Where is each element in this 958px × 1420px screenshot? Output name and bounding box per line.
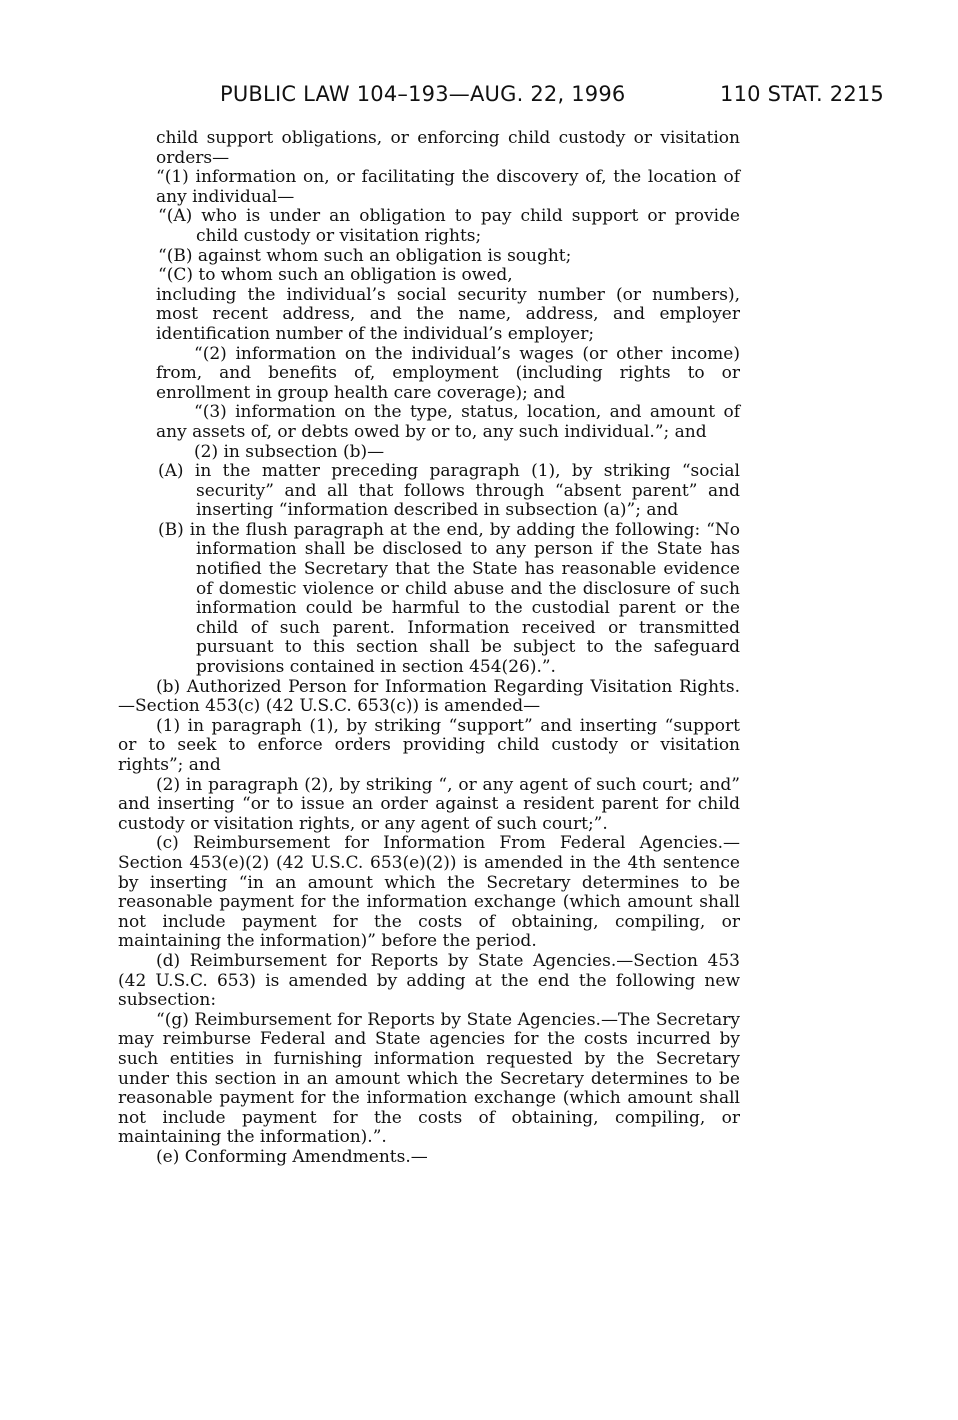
paragraph: “(2) information on the individual’s wages (or other income) from, and benefits of, employment (including rights to or enrollment in group health care coverage); and bbox=[156, 343, 740, 403]
paragraph: “(1) information on, or facilitating the discovery of, the location of any individual— bbox=[156, 167, 740, 207]
paragraph: “(A) who is under an obligation to pay child support or provide child custody or visitation rights; bbox=[158, 206, 740, 246]
paragraph: including the individual’s social security number (or numbers), most recent address, and the name, address, and employer identification number of the individual’s employer; bbox=[156, 284, 740, 344]
paragraph: (1) in paragraph (1), by striking “support” and inserting “support or to seek to enforce orders providing child custody or visitation rights”; and bbox=[118, 715, 740, 775]
paragraph: (c) Reimbursement for Information From Federal Agencies.—Section 453(e)(2) (42 U.S.C. 653(e)(2)) is amended in the 4th sentence by inserting “in an amount which the Secretary determines to be reasonable payment for the information exchange (which amount shall not include payment for the costs of obtaining, compiling, or maintaining the information)” before the period. bbox=[118, 833, 740, 952]
paragraph: (A) in the matter preceding paragraph (1), by striking “social security” and all that follows through “absent parent” and inserting “information described in subsection (a)”; and bbox=[158, 461, 740, 521]
page-header bbox=[220, 82, 884, 112]
paragraph: (b) Authorized Person for Information Regarding Visitation Rights.—Section 453(c) (42 U.S.C. 653(c)) is amended— bbox=[118, 676, 740, 717]
header-page-number: 110 STAT. 2215 bbox=[720, 82, 884, 106]
paragraph: (2) in subsection (b)— bbox=[194, 441, 385, 462]
paragraph: “(C) to whom such an obligation is owed, bbox=[158, 265, 513, 286]
paragraph: (2) in paragraph (2), by striking “, or any agent of such court; and” and inserting “or to issue an order against a resident parent for child custody or visitation rights, or any agent of such court;”. bbox=[118, 774, 740, 834]
paragraph: “(g) Reimbursement for Reports by State Agencies.—The Secretary may reimburse Federal and State agencies for the costs incurred by such entities in furnishing information requested by the Secretary under this section in an amount which the Secretary determines to be reasonable payment for the information exchange (which amount shall not include payment for the costs of obtaining, compiling, or maintaining the information).”. bbox=[118, 1009, 740, 1148]
paragraph: child support obligations, or enforcing child custody or visitation orders— bbox=[156, 128, 740, 168]
paragraph: (e) Conforming Amendments.— bbox=[156, 1146, 428, 1167]
paragraph: “(B) against whom such an obligation is sought; bbox=[158, 245, 572, 266]
document-body bbox=[118, 129, 740, 1167]
paragraph: “(3) information on the type, status, location, and amount of any assets of, or debts owed by or to, any such individual.”; and bbox=[156, 402, 740, 442]
header-citation: PUBLIC LAW 104–193—AUG. 22, 1996 bbox=[220, 82, 626, 106]
paragraph: (B) in the flush paragraph at the end, by adding the following: “No information shall be disclosed to any person if the State has notified the Secretary that the State has reasonable evidence of domestic violence or child abuse and the disclosure of such information could be harmful to the custodial parent or the child of such parent. Information received or transmitted pursuant to this section shall be subject to the safeguard provisions contained in section 454(26).”. bbox=[158, 519, 740, 678]
paragraph: (d) Reimbursement for Reports by State Agencies.—Section 453 (42 U.S.C. 653) is amended by adding at the end the following new subsection: bbox=[118, 950, 740, 1011]
